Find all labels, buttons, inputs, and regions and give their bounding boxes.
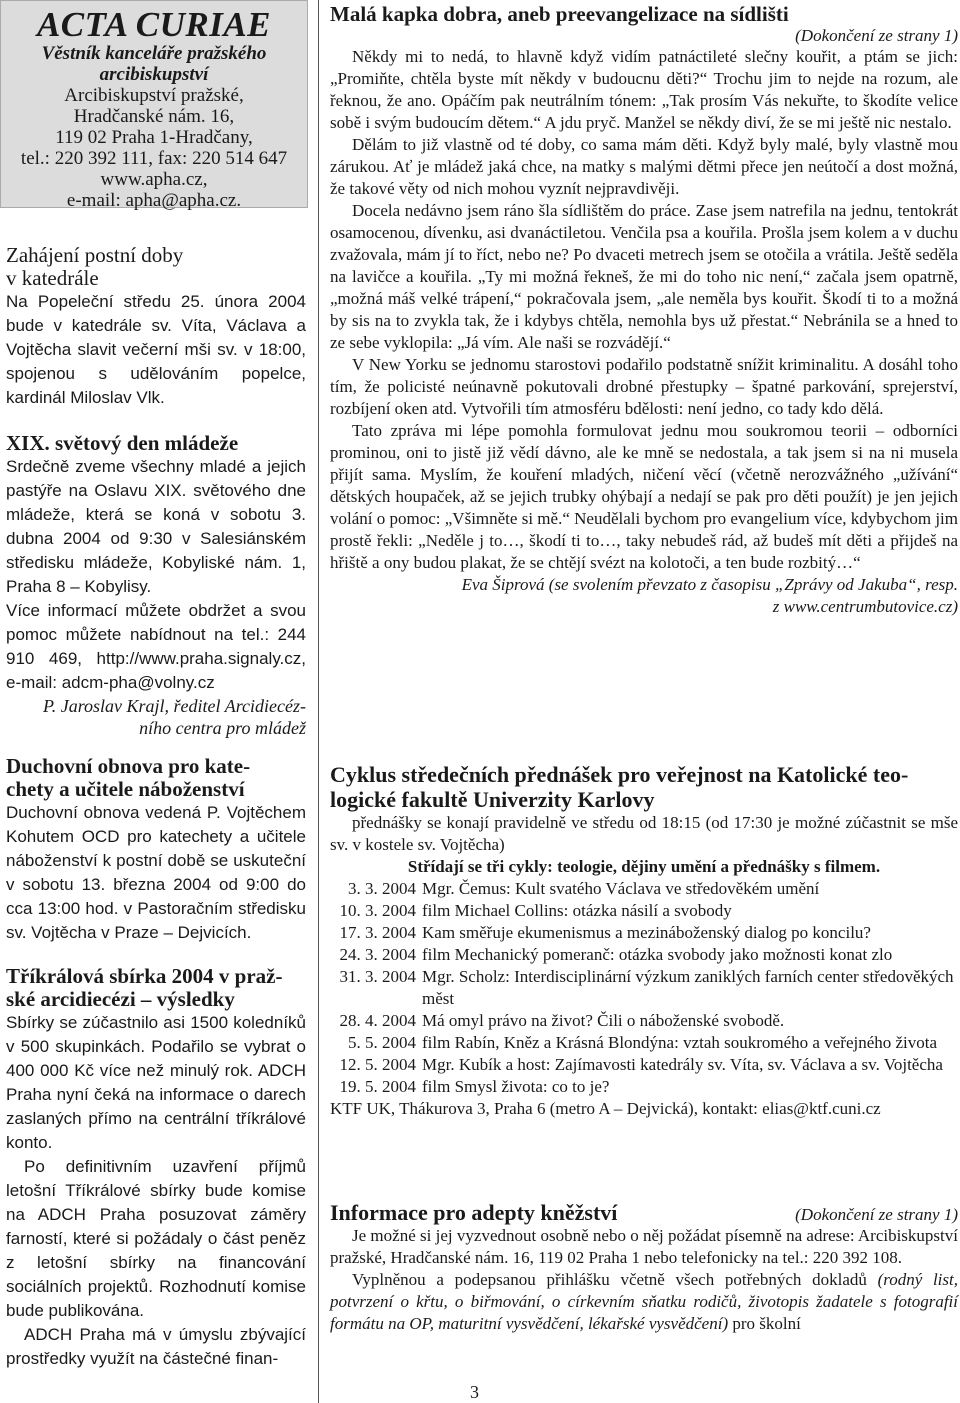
signature-line: ního centra pro mládež (139, 718, 306, 738)
article-heading: Informace pro adepty kněžství (330, 1200, 618, 1225)
heading-line: Duchovní obnova pro kate- (6, 754, 251, 778)
heading-line: chety a učitele náboženství (6, 777, 245, 801)
schedule-date: 24. 3. 2004 (339, 945, 416, 964)
article-body: Na Popeleční středu 25. února 2004 bude v katedrále sv. Víta, Václava a Vojtěcha slavit večerní mši sv. v 18:00, spojenou s udělováním popelce, kardinál Miloslav Vlk. (6, 292, 306, 407)
article-small-drop (330, 2, 958, 618)
article-heading (6, 244, 306, 290)
schedule-text: film Rabín, Kněz a Krásná Blondýna: vztah soukromého a veřejného života (422, 1033, 938, 1052)
publication-title: ACTA CURIAE (36, 5, 272, 44)
schedule-text: film Smysl života: co to je? (422, 1077, 610, 1096)
page-number: 3 (470, 1382, 479, 1402)
article-heading (6, 965, 306, 1011)
article-heading: XIX. světový den mládeže (6, 431, 239, 455)
article-signature (330, 574, 958, 618)
article-signature (6, 695, 306, 739)
heading-line: ské arcidiecézi – výsledky (6, 987, 235, 1011)
article-lent-start (6, 244, 306, 410)
article-body: Duchovní obnova vedená P. Vojtěchem Kohutem OCD pro katechety a učitele náboženství k postní době se uskuteční v sobotu 13. března 2004 od 9:00 do cca 13:00 hod. v Pastoračním středisku sv. Vojtěcha v Praze – Dejvicích. (6, 803, 306, 942)
article-paragraph: Tato zpráva mi lépe pomohla formulovat jednu mou soukromou teorii – odborníci prominou, oni to jistě již vědí dávno, ale ke mně se nedostala, a tak jsem si na ni musela přijít sama. Myslím, že kouření mladých, ničení věcí (včetně nerozvážného „užívání“ dětských houpaček, až se jejich trubky ohýbají a nedají se pak pro děti použít) je jen jejich volání o pomoc: „Všimněte si mě.“ Neudělali bychom pro evangelium více, kdybychom jim prostě řekli: „Neděle j to…, škodí ti to…, taky nebudeš rád, až budeš mít děti a přijdeš na hřiště a ony budou plakat, že se chtějí svézt na kolotoči, a ten bude rozbitý…“ (330, 421, 958, 572)
text-run: pro školní (728, 1314, 801, 1333)
article-subheading: Střídají se tři cykly: teologie, dějiny umění a přednášky s filmem. (407, 857, 881, 876)
publication-subtitle: Věstník kanceláře pražského (41, 43, 267, 64)
schedule-row (330, 922, 958, 944)
address-line: 119 02 Praha 1-Hradčany, (55, 127, 253, 148)
article-intro: přednášky se konají pravidelně ve středu od 18:15 (od 17:30 je možné zúčastnit se mše sv. v kostele sv. Vojtěcha) (330, 813, 958, 854)
article-body: Po definitivním uzavření příjmů letošní Tříkrálové sbírky bude komise na ADCH Praha posuzovat záměry farností, které si požádaly o část peněz z letošní sbírky na financování sociálních projektů. Rozhodnutí komise bude publikována. (6, 1157, 306, 1320)
address-line: Arcibiskupství pražské, (64, 85, 244, 106)
article-body: Více informací můžete obdržet a svou pomoc můžete nabídnout na tel.: 244 910 469, http://www.praha.signaly.cz, e-mail: adcm-pha@volny.cz (6, 601, 306, 692)
heading-line: Zahájení postní doby (6, 243, 184, 267)
schedule-text: film Mechanický pomeranč: otázka svobody jako možnosti konat zlo (422, 945, 893, 964)
article-youth-day (6, 432, 306, 739)
schedule-text: Mgr. Scholz: Interdisciplinární výzkum zaniklých farních center středověkých měst (422, 967, 954, 1008)
article-paragraph (330, 1269, 958, 1335)
schedule-text: Má omyl právo na život? Čili o náboženské svobodě. (422, 1011, 785, 1030)
article-paragraph: Dělám to již vlastně od té doby, co sama mám děti. Když byly malé, byly vlastně mou zárukou. Ať je mládež jaká chce, na matky s malými dětmi přece jen neútočí a dost možná, že takové věty od nich mohou vyznít nejpravdivěji. (330, 135, 958, 198)
signature-line: Eva Šiprová (se svolením převzato z časopisu „Zprávy od Jakuba“, resp. (461, 575, 958, 594)
article-body: Sbírky se zúčastnilo asi 1500 koledníků v 500 skupinkách. Podařilo se vybrat o 400 000 Kč více než minulý rok. ADCH Praha nyní čeká na informace o darech zaslaných přímo na centrální tříkrálové konto. (6, 1013, 306, 1152)
article-heading: Malá kapka dobra, aneb preevangelizace na sídlišti (330, 2, 789, 26)
article-body: Srdečně zveme všechny mladé a jejich pastýře na Oslavu XIX. světového dne mládeže, která se koná v sobotu 3. dubna 2004 od 9:30 v Salesiánském středisku mládeže, Kobyliské nám. 1, Praha 8 – Kobylisy. (6, 457, 306, 596)
schedule-row (330, 1032, 958, 1054)
schedule-date: 10. 3. 2004 (339, 901, 416, 920)
heading-line: logické fakultě Univerzity Karlovy (330, 787, 655, 812)
heading-line: Tříkrálová sbírka 2004 v praž- (6, 964, 283, 988)
article-paragraph: Je možné si jej vyzvednout osobně nebo o něj požádat písemně na adrese: Arcibiskupství pražské, Hradčanské nám. 16, 119 02 Praha 1 nebo telefonicky na tel.: 220 392 108. (330, 1226, 958, 1267)
signature-line: z www.centrumbutovice.cz) (772, 597, 958, 616)
article-heading (6, 755, 306, 801)
schedule-date: 17. 3. 2004 (339, 923, 416, 942)
article-catechists (6, 755, 306, 945)
schedule-date: 31. 3. 2004 (339, 967, 416, 986)
schedule-date: 5. 5. 2004 (348, 1033, 416, 1052)
schedule-date: 19. 5. 2004 (339, 1077, 416, 1096)
schedule-row (330, 1054, 958, 1076)
schedule-row (330, 1076, 958, 1098)
text-run-italic: (rodný list, potvrzení o křtu, o biřmování, o církevním sňatku rodičů, životopis žadatele s fotografií formátu na OP, maturitní vysvědčení, lékařské vysvědčení) (330, 1270, 958, 1333)
lecture-schedule (330, 878, 958, 1098)
schedule-row (330, 878, 958, 900)
schedule-text: Mgr. Čemus: Kult svatého Václava ve středověkém umění (422, 879, 820, 898)
masthead (0, 0, 308, 211)
schedule-date: 3. 3. 2004 (348, 879, 416, 898)
continuation-note: (Dokončení ze strany 1) (795, 26, 958, 45)
article-body: ADCH Praha má v úmyslu zbývající prostředky využít na částečné finan- (6, 1325, 306, 1368)
signature-line: P. Jaroslav Krajl, ředitel Arcidiecéz- (43, 696, 306, 716)
contact-line: KTF UK, Thákurova 3, Praha 6 (metro A – Dejvická), kontakt: elias@ktf.cuni.cz (330, 1099, 881, 1118)
article-priesthood-applicants (330, 1200, 958, 1335)
article-heading-row (330, 1200, 958, 1225)
schedule-text: Mgr. Kubík a host: Zajímavosti katedrály sv. Víta, sv. Václava a sv. Vojtěcha (422, 1055, 943, 1074)
schedule-row (330, 966, 958, 1010)
website-line: www.apha.cz, (100, 169, 208, 190)
phone-fax-line: tel.: 220 392 111, fax: 220 514 647 (20, 148, 288, 169)
text-run: Vyplněnou a podepsanou přihlášku včetně všech potřebných dokladů (352, 1270, 878, 1289)
heading-line: v katedrále (6, 266, 99, 290)
article-paragraph: Někdy mi to nedá, to hlavně když vidím patnáctileté slečny kouřit, a ptám se jich: „Promiňte, chtěla byste mít někdy v budoucnu děti?“ Trochu jim to nejde na rozum, ale řeknou, že ano. Opáčím pak neutrálním tónem: „Tak prosím Vás nekuřte, to škodíte velice sobě i svým budoucím dětem.“ A jdu pryč. Manžel se někdy diví, že se mi ještě nic nestalo. (330, 47, 958, 132)
schedule-text: Kam směřuje ekumenismus a mezináboženský dialog po koncilu? (422, 923, 871, 942)
heading-line: Cyklus středečních přednášek pro veřejnost na Katolické teo- (330, 762, 909, 787)
schedule-date: 12. 5. 2004 (339, 1055, 416, 1074)
schedule-row (330, 900, 958, 922)
article-lecture-series (330, 762, 958, 1120)
schedule-row (330, 944, 958, 966)
schedule-date: 28. 4. 2004 (339, 1011, 416, 1030)
schedule-text: film Michael Collins: otázka násilí a svobody (422, 901, 732, 920)
article-paragraph: Docela nedávno jsem ráno šla sídlištěm do práce. Zase jsem natrefila na jednu, tentokrát osamocenou, dívenku, asi dvanáctiletou. Venčila psa a kouřila. Prošla jsem kolem a v duchu zvažovala, mám jí to říct, nebo ne? Po dvaceti metrech jsem se otočila a vrátila. Ještě seděla na lavičce a kouřila. „Ty mi možná řekneš, že mi do toho nic není,“ začala jsem opatrně, „možná máš velké trápení,“ pokračovala jsem, „ale neměla bys kouřit. Škodí ti to a možná by sis na to zvykla tak, že i kdybys chtěla, nemohla bys už přestat.“ Nebránila se a hned to ze sebe vyklopila: „Já vím. Ale naši se rozvádějí.“ (330, 201, 958, 352)
address-line: Hradčanské nám. 16, (73, 106, 235, 127)
column-divider (318, 0, 319, 1403)
article-three-kings-collection (6, 965, 306, 1371)
article-paragraph: V New Yorku se jednomu starostovi podařilo podstatně snížit kriminalitu. A dosáhl toho tím, že policisté neúnavně pokutovali drobné přestupky – špatné parkování, sprejerství, rozbíjení oken atd. Vytvořili tím atmosféru bdělosti: není jedno, co tady kdo dělá. (330, 355, 958, 418)
continuation-note: (Dokončení ze strany 1) (795, 1205, 958, 1224)
email-line: e-mail: apha@apha.cz. (66, 190, 242, 211)
article-heading (330, 762, 958, 812)
schedule-row (330, 1010, 958, 1032)
publication-subtitle: arcibiskupství (99, 64, 209, 85)
